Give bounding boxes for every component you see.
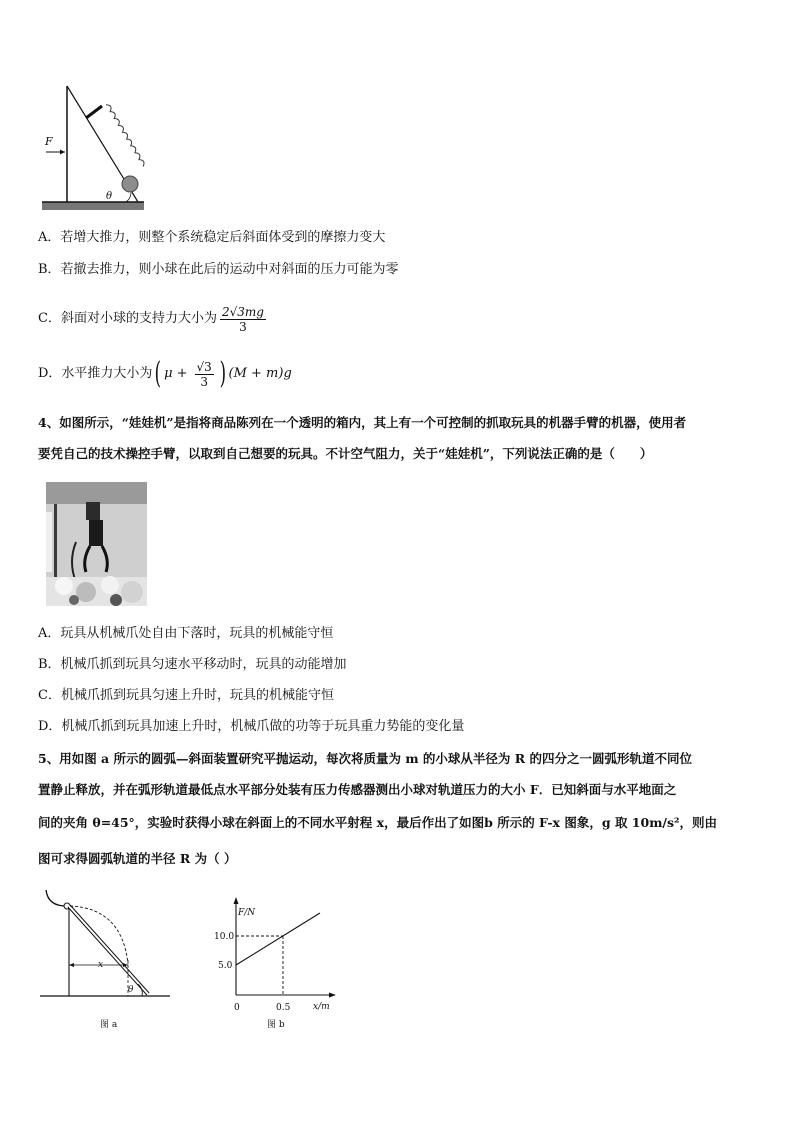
q3-option-d-mu: μ	[164, 366, 173, 381]
q5-stem-line3: 间的夹角 θ=45°，实验时获得小球在斜面上的不同水平射程 x，最后作出了如图b 所示的 F-x 图象，g 取 10m/s²，则由	[38, 815, 718, 830]
q4-option-b: B．机械爪抓到玩具匀速水平移动时，玩具的动能增加	[38, 657, 347, 672]
q3-option-c	[38, 301, 269, 337]
q3-option-c-fraction	[220, 305, 266, 334]
fig-a-caption: 图 a	[100, 1020, 118, 1030]
fig-b-x-axis-label: x/m	[313, 1002, 330, 1012]
q3-option-d-plus: +	[176, 366, 188, 381]
q3-incline-figure	[38, 80, 148, 215]
q4-stem-line2: 要凭自己的技术操控手臂，以取到自己想要的玩具。不计空气阻力，关于“娃娃机”，下列说法正确的是（ ）	[38, 446, 653, 461]
fig-b-y-axis-label: F/N	[238, 908, 256, 918]
q3-option-a: A．若增大推力，则整个系统稳定后斜面体受到的摩擦力变大	[38, 230, 386, 245]
q3-option-d-denominator: 3	[200, 374, 208, 389]
fig-b-caption: 图 b	[267, 1020, 285, 1030]
q4-option-d: D．机械爪抓到玩具加速上升时，机械爪做的功等于玩具重力势能的变化量	[38, 719, 465, 734]
q4-stem-line1: 4、如图所示，“娃娃机”是指将商品陈列在一个透明的箱内，其上有一个可控制的抓取玩具的机器手臂的机器，使用者	[38, 415, 687, 430]
ball	[122, 176, 138, 192]
q3-option-c-text: C．斜面对小球的支持力大小为	[38, 311, 217, 326]
q5-stem-line2: 置静止释放，并在弧形轨道最低点水平部分处装有压力传感器测出小球对轨道压力的大小 F．已知斜面与水平地面之	[38, 782, 677, 797]
fig-b-x-tick-0-5: 0.5	[276, 1003, 291, 1013]
claw-machine-photo	[46, 482, 147, 606]
q3-option-b: B．若撤去推力，则小球在此后的运动中对斜面的压力可能为零	[38, 262, 399, 277]
q3-option-d: D．水平推力大小为 ( μ + $\frac{√3}{3}$ ) (M + m)g	[38, 356, 292, 391]
q5-stem-line1: 5、用如图 a 所示的圆弧—斜面装置研究平抛运动，每次将质量为 m 的小球从半径为 R 的四分之一圆弧形轨道不同位	[38, 751, 693, 766]
angle-label: θ	[106, 191, 113, 202]
q3-option-c-denominator: 3	[239, 319, 247, 334]
fig-b-y-tick-5: 5.0	[218, 961, 233, 971]
fig-a-x-label: x	[98, 960, 104, 970]
q3-option-d-text: D．水平推力大小为	[38, 366, 153, 381]
force-label: F	[45, 135, 53, 148]
fig-b-origin: 0	[234, 1003, 240, 1013]
q4-option-c: C．机械爪抓到玩具匀速上升时，玩具的机械能守恒	[38, 688, 334, 703]
q3-option-d-fraction	[195, 360, 214, 389]
fig-a-angle-label: θ	[128, 985, 134, 995]
q5-stem-line4: 图可求得圆弧轨道的半径 R 为（ ）	[38, 851, 237, 866]
figure-a	[36, 880, 176, 1005]
q3-option-c-numerator: 2√3mg	[221, 304, 264, 319]
q4-option-a: A．玩具从机械爪处自由下落时，玩具的机械能守恒	[38, 626, 334, 641]
q3-option-d-suffix: (M + m)g	[228, 366, 292, 381]
q3-option-d-numerator: √3	[196, 359, 212, 374]
ground-hatch	[42, 202, 144, 210]
fig-b-y-tick-10: 10.0	[214, 932, 235, 942]
